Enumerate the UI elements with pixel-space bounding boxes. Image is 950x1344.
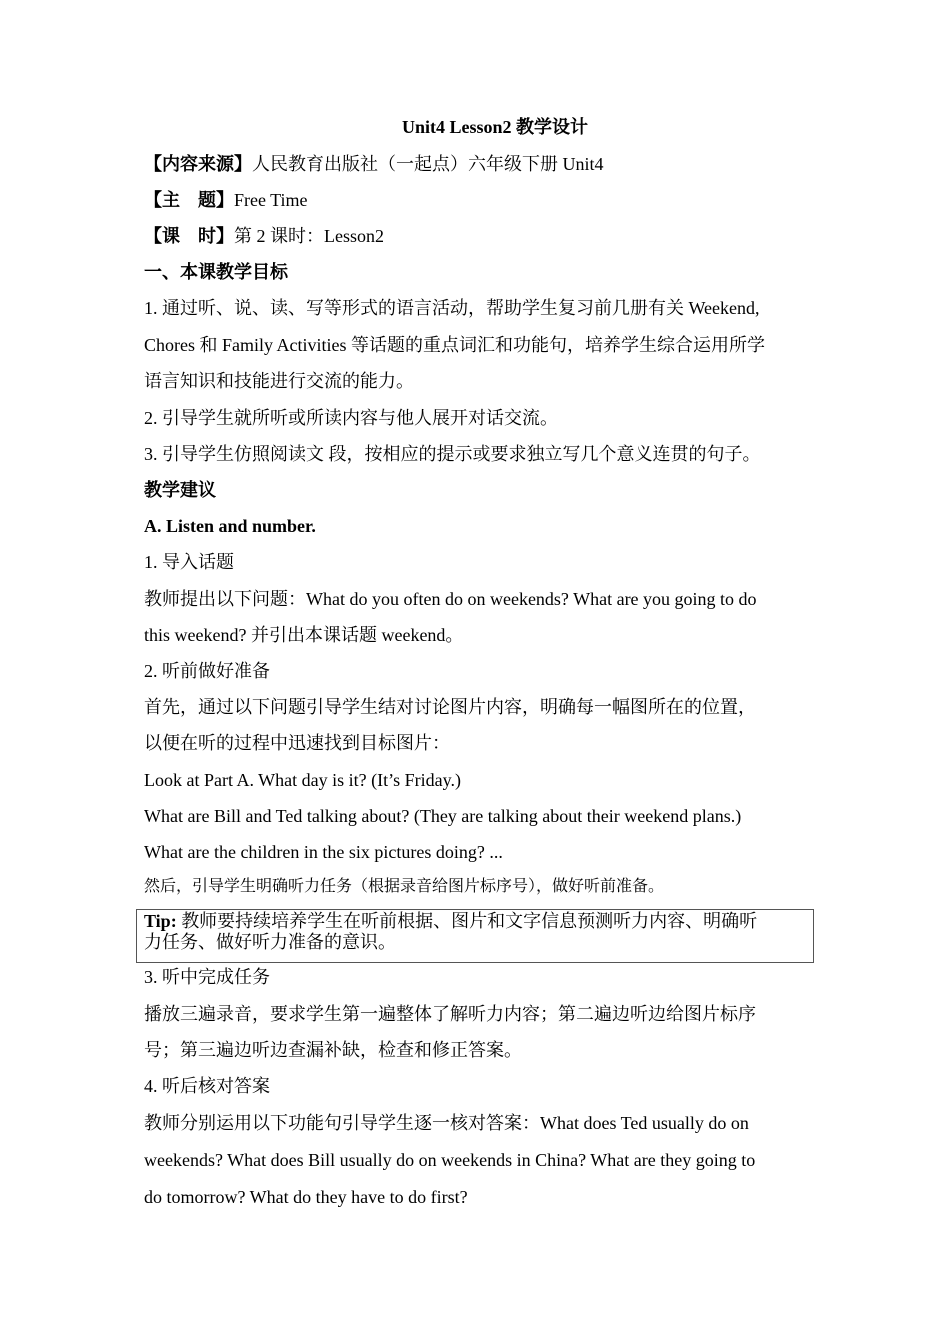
tip-box bbox=[136, 909, 814, 963]
step-2-line-1: 首先，通过以下问题引导学生结对讨论图片内容，明确每一幅图所在的位置， bbox=[144, 697, 756, 717]
content-source-label: 【内容来源】 bbox=[144, 154, 252, 174]
goal-2: 2. 引导学生就所听或所读内容与他人展开对话交流。 bbox=[144, 408, 558, 428]
step-3-title: 3. 听中完成任务 bbox=[144, 967, 270, 987]
goal-3: 3. 引导学生仿照阅读文 段，按相应的提示或要求独立写几个意义连贯的句子。 bbox=[144, 444, 761, 464]
step-2-title: 2. 听前做好准备 bbox=[144, 661, 270, 681]
step-3-line-1: 播放三遍录音，要求学生第一遍整体了解听力内容；第二遍边听边给图片标序 bbox=[144, 1004, 756, 1024]
topic-label: 【主 题】 bbox=[144, 190, 234, 210]
tip-text-1: 教师要持续培养学生在听前根据、图片和文字信息预测听力内容、明确听 bbox=[176, 911, 758, 931]
step-3-line-2: 号；第三遍边听边查漏补缺，检查和修正答案。 bbox=[144, 1040, 522, 1060]
step-4-line-2: weekends? What does Bill usually do on weekends in China? What are they going to bbox=[144, 1150, 756, 1170]
part-a-heading: A. Listen and number. bbox=[144, 516, 316, 536]
goal-1-line-1: 1. 通过听、说、读、写等形式的语言活动，帮助学生复习前几册有关 Weekend, bbox=[144, 298, 760, 318]
content-source-value: 人民教育出版社（一起点）六年级下册 Unit4 bbox=[252, 154, 604, 174]
step-1-line-2: this weekend? 并引出本课话题 weekend。 bbox=[144, 625, 464, 645]
goal-1-line-2: Chores 和 Family Activities 等话题的重点词汇和功能句，培养学生综合运用所学 bbox=[144, 335, 765, 355]
section-heading-suggestions: 教学建议 bbox=[144, 480, 216, 500]
question-1: Look at Part A. What day is it? (It’s Friday.) bbox=[144, 770, 461, 790]
tip-line-1 bbox=[144, 911, 813, 932]
tip-line-2: 力任务、做好听力准备的意识。 bbox=[144, 932, 396, 952]
content-source-line bbox=[144, 151, 824, 177]
topic-value: Free Time bbox=[234, 190, 308, 210]
section-heading-goals: 一、本课教学目标 bbox=[144, 262, 288, 282]
period-value: 第 2 课时：Lesson2 bbox=[234, 226, 384, 246]
listening-task-note: 然后，引导学生明确听力任务（根据录音给图片标序号），做好听前准备。 bbox=[144, 878, 665, 895]
document-title: Unit4 Lesson2 教学设计 bbox=[401, 117, 589, 137]
question-3: What are the children in the six pictures doing? ... bbox=[144, 842, 503, 862]
step-1-line-1: 教师提出以下问题：What do you often do on weekends? What are you going to do bbox=[144, 589, 757, 609]
step-1-title: 1. 导入话题 bbox=[144, 552, 234, 572]
period-label: 【课 时】 bbox=[144, 226, 234, 246]
question-2: What are Bill and Ted talking about? (They are talking about their weekend plans.) bbox=[144, 806, 742, 826]
goal-1-line-3: 语言知识和技能进行交流的能力。 bbox=[144, 371, 414, 391]
topic-line bbox=[144, 187, 824, 213]
tip-label: Tip: bbox=[144, 911, 177, 931]
step-2-line-2: 以便在听的过程中迅速找到目标图片： bbox=[144, 733, 450, 753]
step-4-title: 4. 听后核对答案 bbox=[144, 1076, 270, 1096]
period-line bbox=[144, 223, 824, 249]
step-4-line-3: do tomorrow? What do they have to do first? bbox=[144, 1187, 468, 1207]
step-4-line-1: 教师分别运用以下功能句引导学生逐一核对答案：What does Ted usually do on bbox=[144, 1113, 749, 1133]
